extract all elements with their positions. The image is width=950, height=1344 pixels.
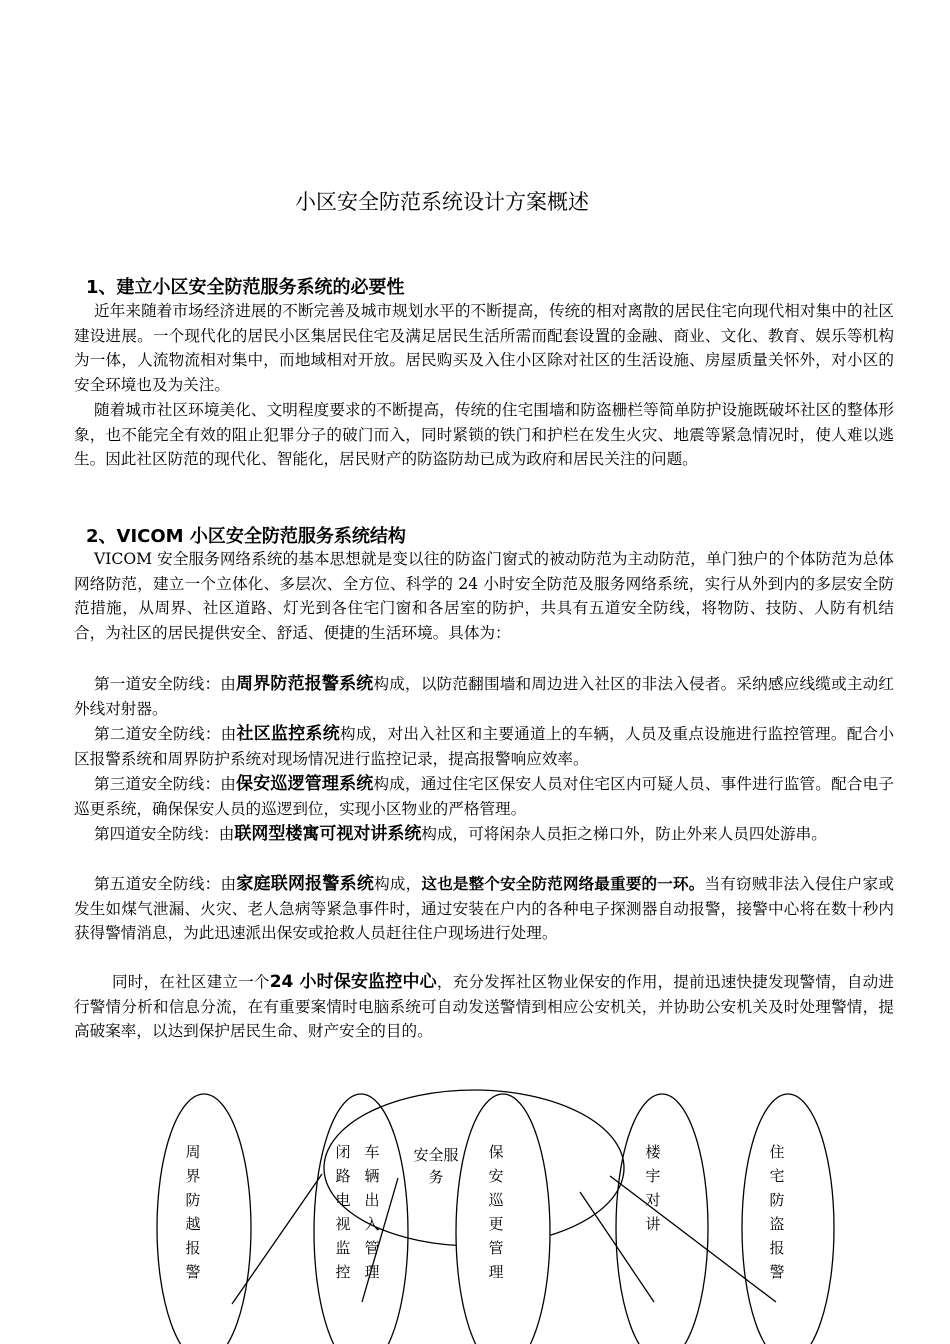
node-label-home-alarm: 住宅防盗报警 xyxy=(769,1143,785,1281)
community-monitoring-system: 社区监控系统 xyxy=(236,724,340,744)
section-1-paragraph-1: 近年来随着市场经济进展的不断完善及城市规划水平的不断提高，传统的相对离散的居民住宅向现代相对集中的社区建设进展。一个现代化的居民小区集居民住宅及满足居民生活所需而配套设置的金融、商业、文化、教育、娱乐等机构为一体，人流物流相对集中，而地域相对开放。居民购买及入住小区除对社区的生活设施、房屋质量关怀外，对小区的安全环境也及为关注。 xyxy=(74,302,894,394)
system-structure-diagram xyxy=(0,1080,950,1344)
defense-line-3: 第三道安全防线：由保安巡逻管理系统构成，通过住宅区保安人员对住宅区内可疑人员、事件进行监管。配合电子巡更系统，确保保安人员的巡逻到位，实现小区物业的严格管理。 xyxy=(74,774,894,818)
page-title: 小区安全防范系统设计方案概述 xyxy=(295,190,589,214)
node-label-perimeter: 周界防越报警 xyxy=(185,1143,201,1281)
patrol-management-system: 保安巡逻管理系统 xyxy=(236,774,374,794)
defense-line-1: 第一道安全防线：由周界防范报警系统构成，以防范翻围墙和周边进入社区的非法入侵者。采纳感应线缆或主动红外线对射器。 xyxy=(74,674,894,718)
defense-line-2: 第二道安全防线：由社区监控系统构成，对出入社区和主要通道上的车辆，人员及重点设施进行监控管理。配合小区报警系统和周界防护系统对现场情况进行监控记录，提高报警响应效率。 xyxy=(74,724,894,768)
section-2-intro: VICOM 安全服务网络系统的基本思想就是变以往的防盗门窗式的被动防范为主动防范，单门独户的个体防范为总体网络防范，建立一个立体化、多层次、全方位、科学的 24 小时安全防范及服务网络系统，实行从外到内的多层安全防范措施，从周界、社区道路、灯光到各住宅门窗和各居室的防护，共具有五道安全防线，将物防、技防、人防有机结合，为社区的居民提供安全、舒适、便捷的生活环境。具体为： xyxy=(74,550,894,642)
node-label-cctv: 闭路电视监控 xyxy=(335,1143,351,1281)
section-2-heading: 2、VICOM 小区安全防范服务系统结构 xyxy=(86,526,406,547)
monitoring-center: 24 小时保安监控中心 xyxy=(269,972,437,992)
center-service-label: 安全服 务 xyxy=(413,1146,459,1186)
intercom-system: 联网型楼寓可视对讲系统 xyxy=(234,824,422,844)
section-1-heading: 1、建立小区安全防范服务系统的必要性 xyxy=(86,277,405,298)
node-label-intercom: 楼宇对讲 xyxy=(645,1143,661,1233)
monitoring-center-paragraph: 同时，在社区建立一个24 小时保安监控中心，充分发挥社区物业保安的作用，提前迅速快捷发现警情，自动进行警情分析和信息分流，在有重要案情时电脑系统可自动发送警情到相应公安机关，并协助公安机关及时处理警情，提高破案率，以达到保护居民生命、财产安全的目的。 xyxy=(74,972,894,1041)
defense-line-4: 第四道安全防线：由联网型楼寓可视对讲系统构成，可将闲杂人员拒之梯口外，防止外来人员四处游串。 xyxy=(94,824,827,844)
section-1-paragraph-2: 随着城市社区环境美化、文明程度要求的不断提高，传统的住宅围墙和防盗栅栏等简单防护设施既破坏社区的整体形象，也不能完全有效的阻止犯罪分子的破门而入，同时紧锁的铁门和护栏在发生火灾、地震等紧急情况时，使人难以逃生。因此社区防范的现代化、智能化，居民财产的防盗防劫已成为政府和居民关注的问题。 xyxy=(74,401,894,469)
node-ellipse-1 xyxy=(157,1094,251,1344)
node-label-vehicle: 车辆出入管理 xyxy=(364,1143,380,1281)
node-label-patrol: 保安巡更管理 xyxy=(488,1143,504,1281)
defense-line-5: 第五道安全防线：由家庭联网报警系统构成，这也是整个安全防范网络最重要的一环。当有窃贼非法入侵住户家或发生如煤气泄漏、火灾、老人急病等紧急事件时，通过安装在户内的各种电子探测器自动报警，接警中心将在数十秒内获得警情消息，为此迅速派出保安或抢救人员赶往住户现场进行处理。 xyxy=(74,874,894,943)
perimeter-alarm-system: 周界防范报警系统 xyxy=(236,674,374,694)
node-ellipse-4 xyxy=(616,1094,708,1344)
node-ellipse-5 xyxy=(742,1094,834,1344)
home-alarm-system: 家庭联网报警系统 xyxy=(236,874,375,894)
emphasis-sentence: 这也是整个安全防范网络最重要的一环。 xyxy=(421,875,705,893)
